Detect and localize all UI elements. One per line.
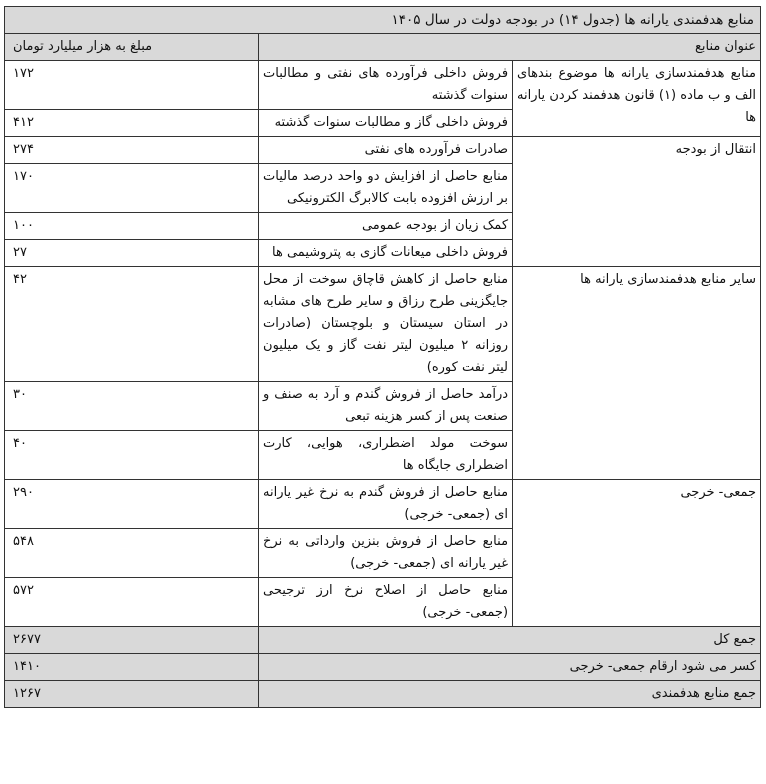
row-amount: ۵۷۲ (5, 578, 259, 627)
net-total-row (5, 681, 761, 708)
table-row (5, 267, 761, 382)
table-row (5, 480, 761, 529)
net-total-label: جمع منابع هدفمندی (259, 681, 761, 708)
group-name: منابع هدفمندسازی یارانه ها موضوع بندهای الف و ب ماده (۱) قانون هدفمند کردن یارانه ها (513, 61, 761, 137)
row-amount: ۳۰ (5, 382, 259, 431)
row-amount: ۲۹۰ (5, 480, 259, 529)
row-amount: ۲۷۴ (5, 137, 259, 164)
row-amount: ۲۷ (5, 240, 259, 267)
row-desc: منابع حاصل از کاهش قاچاق سوخت از محل جایگزینی طرح رزاق و سایر طرح های مشابه در استان سیستان و بلوچستان (صادرات روزانه ۲ میلیون لیتر نفت گاز و یک میلیون لیتر نفت کوره) (259, 267, 513, 382)
deduction-label: کسر می شود ارقام جمعی- خرجی (259, 654, 761, 681)
header-source: عنوان منابع (259, 34, 761, 61)
deduction-amount: ۱۴۱۰ (5, 654, 259, 681)
total-row (5, 627, 761, 654)
net-total-amount: ۱۲۶۷ (5, 681, 259, 708)
table-title: منابع هدفمندی یارانه ها (جدول ۱۴) در بودجه دولت در سال ۱۴۰۵ (5, 7, 761, 34)
row-desc: فروش داخلی گاز و مطالبات سنوات گذشته (259, 110, 513, 137)
header-amount: مبلغ به هزار میلیارد تومان (5, 34, 259, 61)
deduction-row (5, 654, 761, 681)
group-name: جمعی- خرجی (513, 480, 761, 627)
group-name: انتقال از بودجه (513, 137, 761, 267)
row-amount: ۴۲ (5, 267, 259, 382)
row-amount: ۱۷۰ (5, 164, 259, 213)
group-name: سایر منابع هدفمندسازی یارانه ها (513, 267, 761, 480)
row-desc: درآمد حاصل از فروش گندم و آرد به صنف و صنعت پس از کسر هزینه تبعی (259, 382, 513, 431)
row-desc: منابع حاصل از افزایش دو واحد درصد مالیات بر ارزش افزوده بابت کالابرگ الکترونیکی (259, 164, 513, 213)
row-desc: صادرات فرآورده های نفتی (259, 137, 513, 164)
row-amount: ۱۰۰ (5, 213, 259, 240)
total-label: جمع کل (259, 627, 761, 654)
table-row (5, 61, 761, 110)
row-amount: ۴۱۲ (5, 110, 259, 137)
row-desc: فروش داخلی میعانات گازی به پتروشیمی ها (259, 240, 513, 267)
total-amount: ۲۶۷۷ (5, 627, 259, 654)
row-amount: ۴۰ (5, 431, 259, 480)
row-amount: ۱۷۲ (5, 61, 259, 110)
subsidy-sources-table (4, 6, 761, 708)
header-row (5, 34, 761, 61)
row-desc: منابع حاصل از فروش بنزین وارداتی به نرخ غیر یارانه ای (جمعی- خرجی) (259, 529, 513, 578)
row-desc: فروش داخلی فرآورده های نفتی و مطالبات سنوات گذشته (259, 61, 513, 110)
row-desc: کمک زیان از بودجه عمومی (259, 213, 513, 240)
row-desc: منابع حاصل از فروش گندم به نرخ غیر یارانه ای (جمعی- خرجی) (259, 480, 513, 529)
row-desc: سوخت مولد اضطراری، هوایی، کارت اضطراری جایگاه ها (259, 431, 513, 480)
table-row (5, 137, 761, 164)
table-title-row (5, 7, 761, 34)
row-desc: منابع حاصل از اصلاح نرخ ارز ترجیحی (جمعی- خرجی) (259, 578, 513, 627)
row-amount: ۵۴۸ (5, 529, 259, 578)
